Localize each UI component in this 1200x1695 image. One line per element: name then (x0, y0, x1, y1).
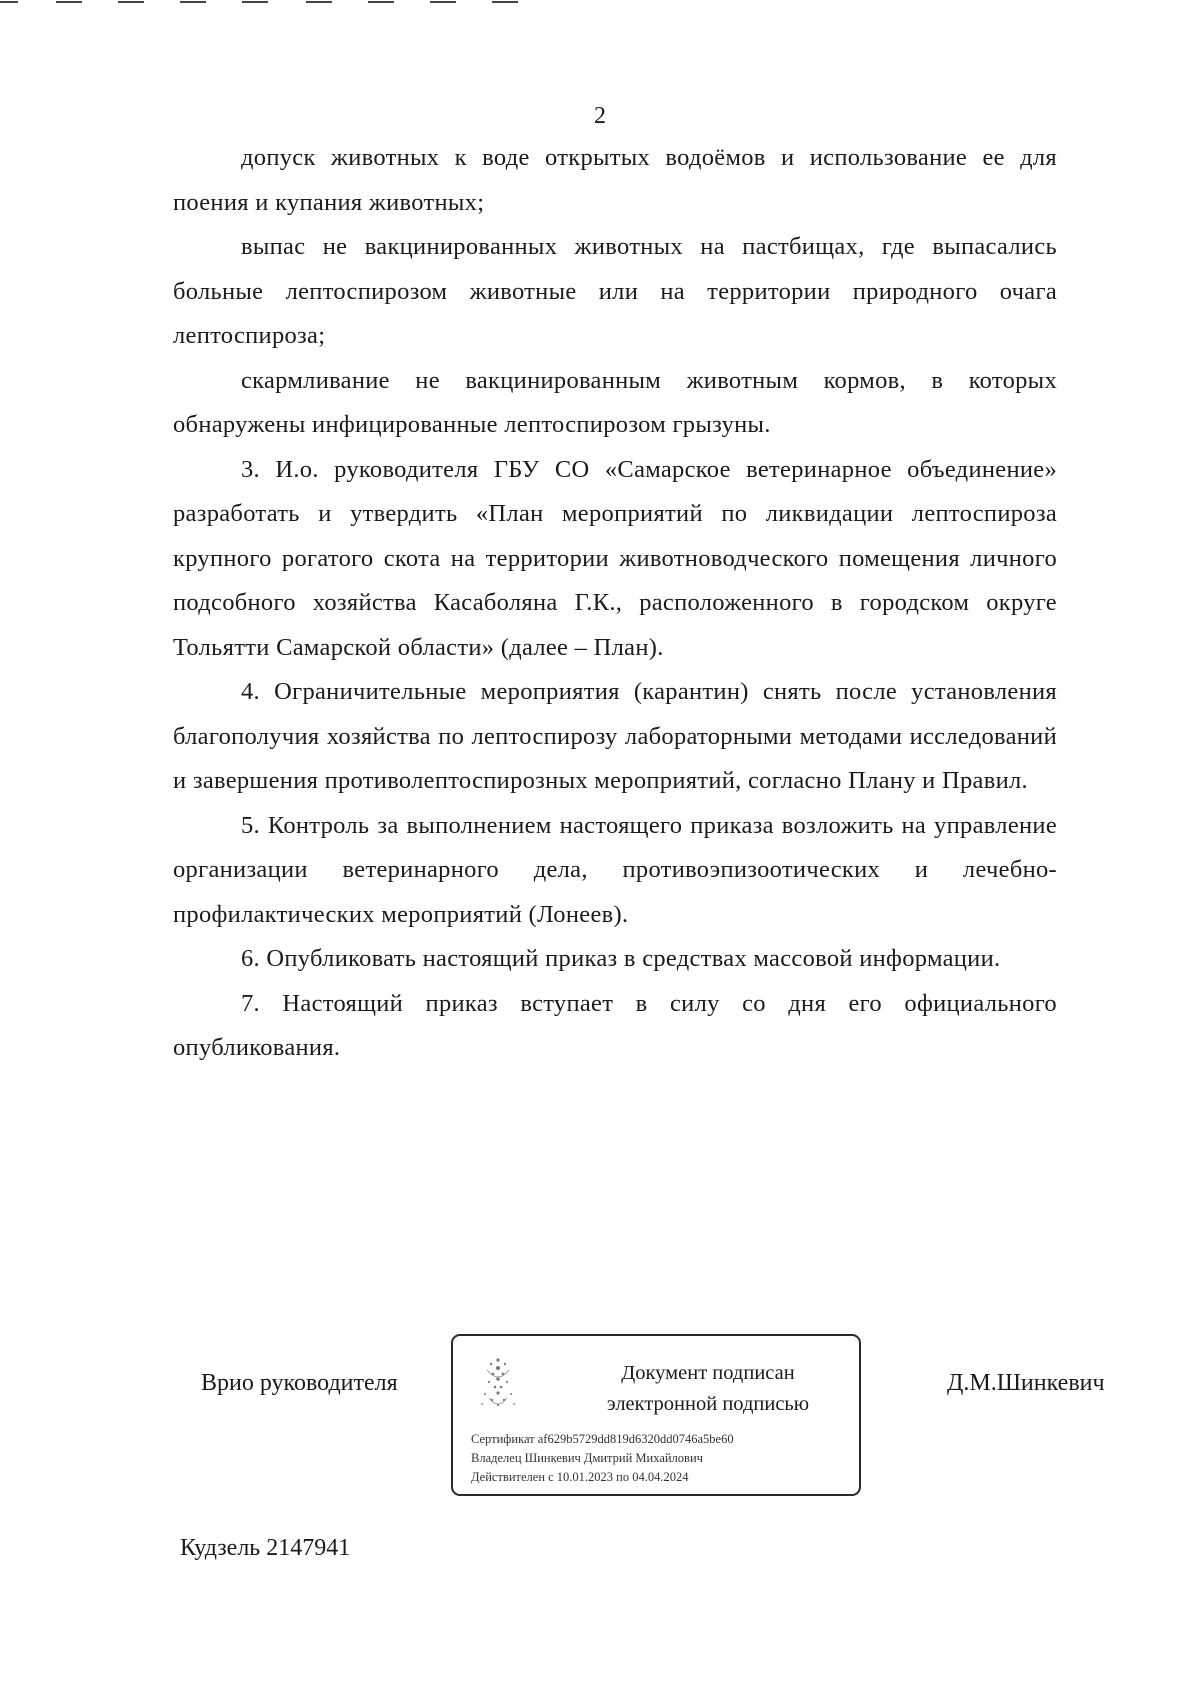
paragraph-item-4-quarantine: 4. Ограничительные мероприятия (карантин) снять после установления благополучия хозяйства по лептоспирозу лабораторными методами исследований и завершения противолептоспирозных мероприятий, согласно Плану и Правил. (173, 678, 1057, 794)
electronic-signature-stamp (451, 1334, 861, 1496)
paragraph-item-5-control: 5. Контроль за выполнением настоящего приказа возложить на управление организации ветеринарного дела, противоэпизоотических и лечебно-профилактических мероприятий (Лонеев). (173, 811, 1057, 928)
stamp-owner: Владелец Шинкевич Дмитрий Михайлович (471, 1451, 703, 1465)
paragraph-item-7-effect: 7. Настоящий приказ вступает в силу со дня его официального опубликования. (173, 989, 1057, 1061)
paragraph-feeding: скармливание не вакцинированным животным кормов, в которых обнаружены инфицированные лептоспирозом грызуны. (173, 366, 1057, 438)
signer-title: Врио руководителя (201, 1370, 398, 1396)
stamp-details (471, 1430, 734, 1487)
signer-name: Д.М.Шинкевич (947, 1370, 1105, 1396)
page-number: 2 (594, 103, 606, 129)
stamp-certificate: Сертификат af629b5729dd819d6320dd0746a5be60 (471, 1432, 734, 1446)
paragraph-water-access: допуск животных к воде открытых водоёмов и использование ее для поения и купания животных; (173, 144, 1057, 216)
stamp-heading (563, 1358, 853, 1420)
paragraph-item-3-plan: 3. И.о. руководителя ГБУ СО «Самарское ветеринарное объединение» разработать и утвердить «План мероприятий по ликвидации лептоспироза крупного рогатого скота на территории животноводческого помещения личного подсобного хозяйства Касаболяна Г.К., расположенного в городском округе Тольятти Самарской области» (далее – План). (173, 455, 1057, 661)
paragraph-grazing: выпас не вакцинированных животных на пастбищах, где выпасались больные лептоспирозом животные или на территории природного очага лептоспироза; (173, 233, 1057, 349)
executor-note: Кудзель 2147941 (180, 1535, 351, 1561)
stamp-heading-line-2: электронной подписью (606, 1393, 810, 1415)
paragraph-item-6-publish: 6. Опубликовать настоящий приказ в средствах массовой информации. (241, 945, 1001, 972)
emblem-seal-icon (467, 1354, 529, 1416)
signature-block (0, 1334, 1200, 1504)
stamp-heading-line-1: Документ подписан (621, 1362, 795, 1384)
scan-top-edge-marks (0, 0, 540, 6)
document-body (173, 136, 1057, 1071)
stamp-validity: Действителен с 10.01.2023 по 04.04.2024 (471, 1470, 689, 1484)
